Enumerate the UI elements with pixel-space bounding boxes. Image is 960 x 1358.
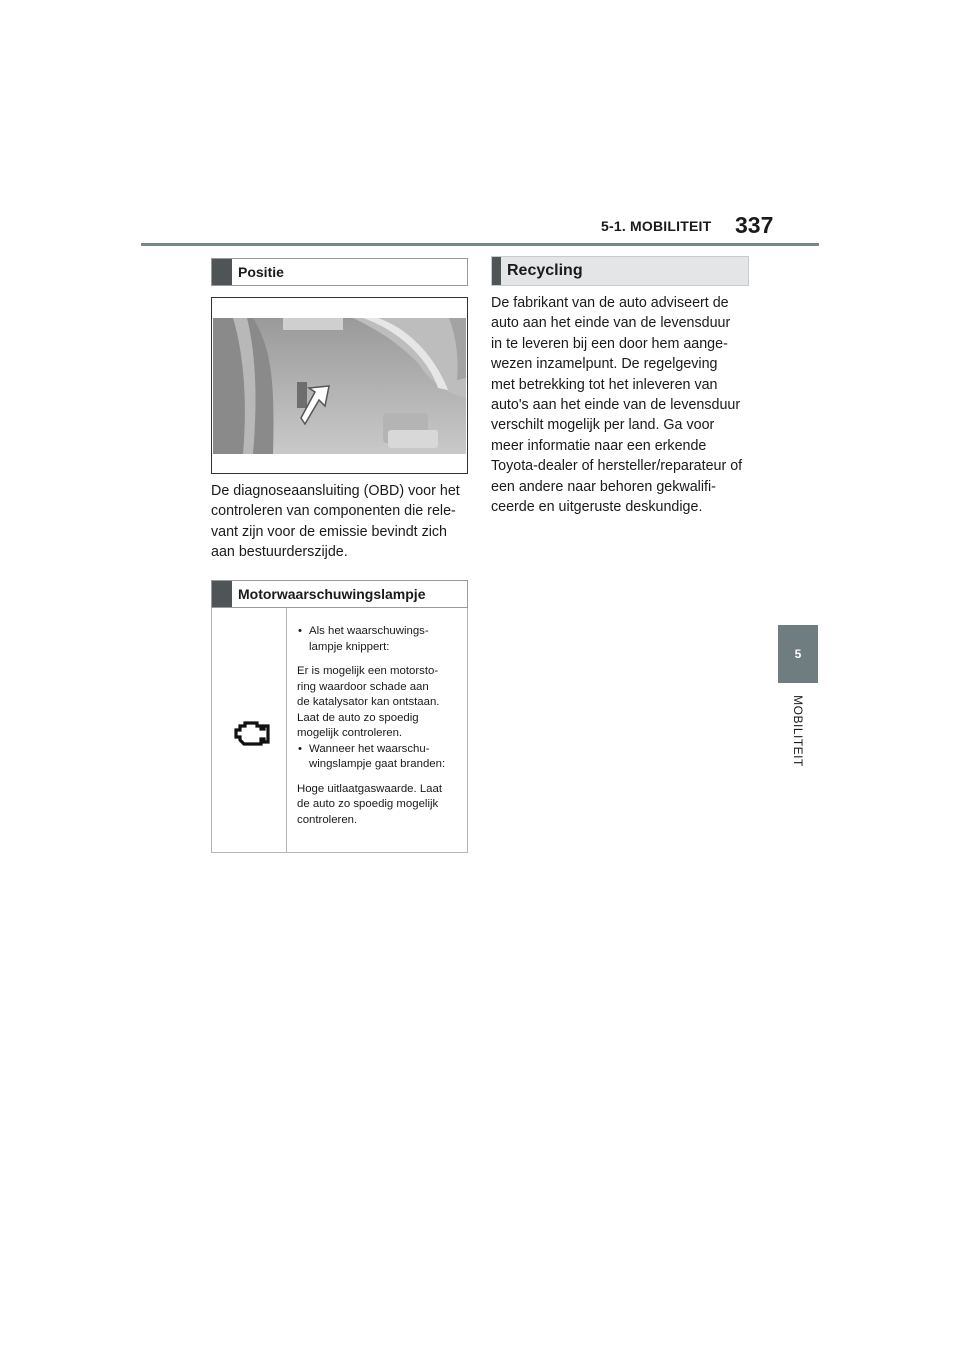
- text-line: verschilt mogelijk per land. Ga voor: [491, 417, 715, 434]
- text-line: auto aan het einde van de levensduur: [491, 315, 731, 332]
- dashboard-illustration: [213, 318, 466, 454]
- positie-heading-text: Positie: [238, 264, 284, 280]
- text-line: Toyota-dealer of hersteller/reparateur of: [491, 458, 743, 475]
- section-title: 5-1. MOBILITEIT: [601, 218, 712, 234]
- chapter-label: MOBILITEIT: [791, 695, 805, 767]
- text-line: De fabrikant van de auto adviseert de: [491, 295, 729, 311]
- text-line: de auto zo spoedig mogelijk: [297, 798, 439, 810]
- text-line: Laat de auto zo spoedig: [297, 711, 419, 724]
- chapter-tab: [778, 625, 818, 683]
- text-line: mogelijk controleren.: [297, 727, 403, 739]
- recycling-heading: [491, 256, 749, 286]
- text-line: ring waardoor schade aan: [297, 680, 429, 693]
- text-line: meer informatie naar een erkende: [491, 437, 707, 454]
- bullet-icon: •: [298, 742, 302, 755]
- engine-warning-icon: [233, 721, 271, 747]
- heading-bar: [212, 581, 232, 607]
- text-line: wingslampje gaat branden:: [309, 758, 446, 770]
- header-rule: [141, 243, 819, 246]
- text-line: Wanneer het waarschu-: [309, 742, 430, 755]
- warning-text: [297, 624, 469, 828]
- text-line: Hoge uitlaatgaswaarde. Laat: [297, 782, 443, 795]
- text-line: controleren van componenten die rele-: [211, 503, 456, 520]
- text-line: De diagnoseaansluiting (OBD) voor het: [211, 483, 460, 499]
- motor-heading: [211, 580, 468, 608]
- text-line: een andere naar behoren gekwalifi-: [491, 478, 716, 495]
- spacer: [297, 655, 469, 664]
- motor-heading-text: Motorwaarschuwingslampje: [238, 586, 426, 602]
- text-line: in te leveren bij een door hem aange-: [491, 335, 728, 352]
- warning-table: [211, 608, 468, 853]
- spacer: [297, 773, 469, 782]
- page-number: 337: [735, 212, 774, 238]
- heading-bar: [492, 257, 501, 285]
- bullet-item: [297, 624, 469, 640]
- text-line: ceerde en uitgeruste deskundige.: [491, 499, 703, 516]
- obd-location-illustration: [211, 297, 468, 474]
- text-line: Er is mogelijk een motorsto-: [297, 665, 439, 677]
- text-line: Als het waarschuwings-: [309, 625, 429, 637]
- text-line: aan bestuurderszijde.: [211, 544, 348, 561]
- positie-text: [211, 481, 460, 563]
- text-line: met betrekking tot het inleveren van: [491, 376, 718, 393]
- text-line: lampje knippert:: [309, 640, 390, 653]
- chapter-number: 5: [794, 647, 802, 661]
- recycling-text: [491, 293, 742, 517]
- heading-bar: [212, 259, 232, 285]
- table-divider: [286, 608, 287, 852]
- text-line: de katalysator kan ontstaan.: [297, 696, 440, 708]
- text-line: wezen inzamelpunt. De regelgeving: [491, 356, 718, 373]
- bullet-item: [297, 742, 469, 758]
- text-line: auto's aan het einde van de levensduur: [491, 397, 741, 414]
- positie-heading: [211, 258, 468, 286]
- text-line: vant zijn voor de emissie bevindt zich: [211, 523, 448, 540]
- text-line: controleren.: [297, 813, 358, 826]
- bullet-icon: •: [298, 625, 302, 637]
- recycling-heading-text: Recycling: [507, 262, 583, 279]
